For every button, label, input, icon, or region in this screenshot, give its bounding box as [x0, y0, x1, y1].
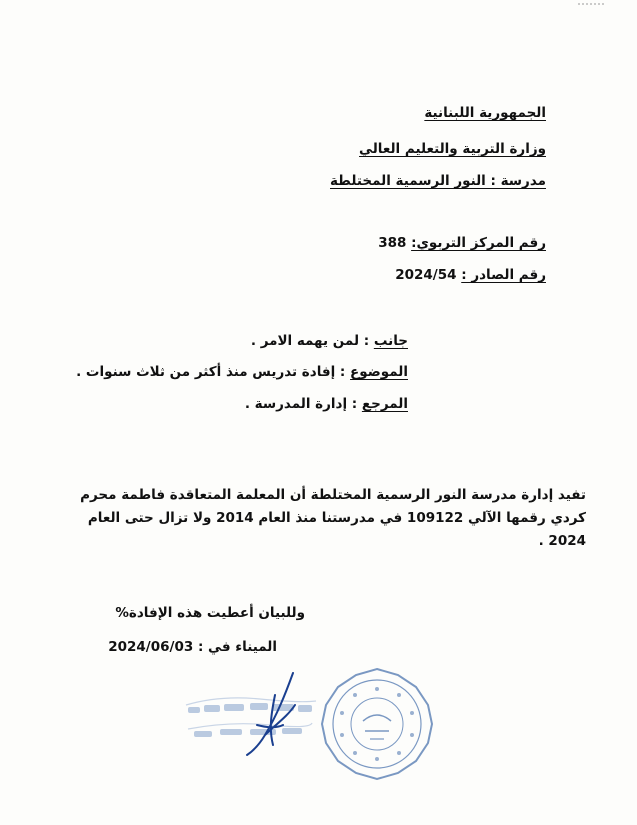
to-value: : لمن يهمه الامر . — [250, 333, 370, 349]
reference-label: المرجع — [361, 396, 408, 412]
header-country: الجمهورية اللبنانية — [424, 105, 546, 121]
body-line-2: كردي رقمها الآلي 109122 في مدرستنا منذ العام 2014 ولا تزال حتى العام — [87, 510, 586, 526]
issued-number-label: رقم الصادر : — [461, 267, 546, 283]
center-number-label: رقم المركز التربوي: — [411, 235, 546, 251]
to-line — [251, 333, 408, 349]
header-ministry: وزارة التربية والتعليم العالي — [359, 141, 546, 157]
subject-value: : إفادة تدريس منذ أكثر من ثلاث سنوات . — [76, 364, 346, 380]
reference-value: : إدارة المدرسة . — [244, 396, 358, 412]
place-date: الميناء في : 2024/06/03 — [108, 639, 277, 655]
to-label: جانب — [373, 333, 408, 349]
closing-statement: وللبيان أعطيت هذه الإفادة% — [115, 605, 305, 621]
issued-number-line — [395, 267, 546, 283]
center-number-line — [378, 235, 546, 251]
body-paragraph — [80, 484, 586, 553]
subject-label: الموضوع — [350, 364, 408, 380]
scan-artifact — [578, 2, 604, 6]
body-line-3: 2024 . — [538, 533, 586, 549]
header-school: مدرسة : النور الرسمية المختلطة — [330, 173, 546, 189]
body-line-1: تفيد إدارة مدرسة النور الرسمية المختلطة أن المعلمة المتعاقدة فاطمة محرم — [80, 487, 586, 503]
subject-line — [76, 364, 408, 380]
reference-line — [245, 396, 408, 412]
signature-icon — [235, 665, 310, 760]
official-stamp-icon — [318, 665, 436, 783]
issued-number-value: 2024/54 — [395, 267, 457, 283]
center-number-value: 388 — [378, 235, 407, 251]
